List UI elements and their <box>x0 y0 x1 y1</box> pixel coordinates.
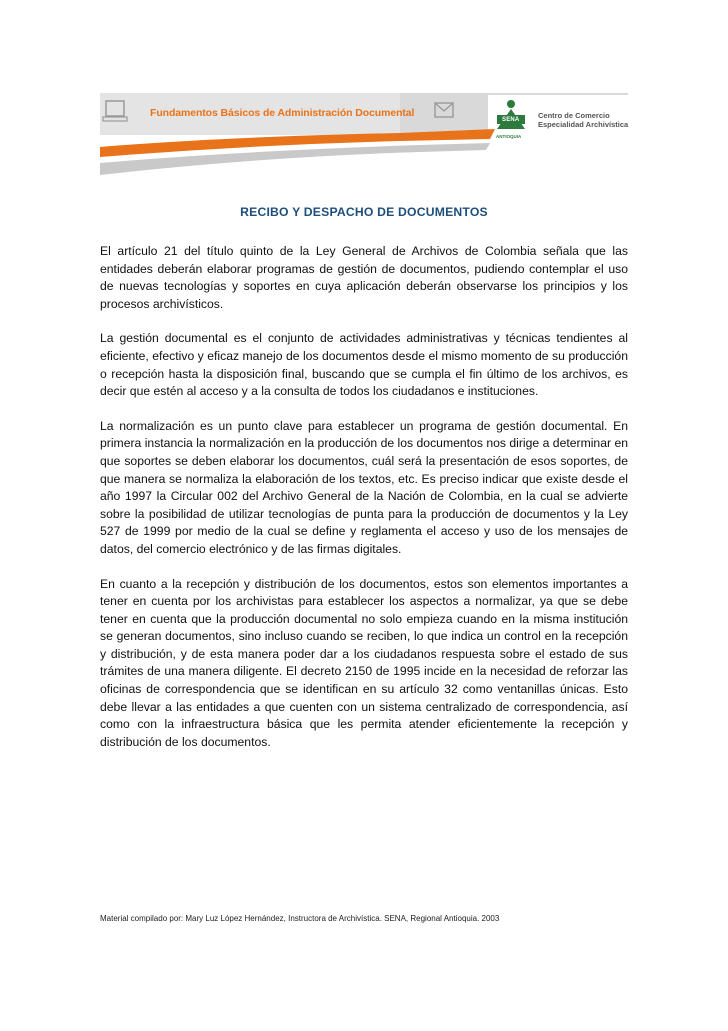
document-header-banner <box>100 93 628 181</box>
document-body <box>100 243 628 768</box>
document-title: RECIBO Y DESPACHO DE DOCUMENTOS <box>240 205 488 219</box>
paragraph: La normalización es un punto clave para establecer un programa de gestión documental. En primera instancia la normalización en la producción de los documentos nos dirige a determinar en que soportes se deben elaborar los documentos, cuál será la presentación de esos soportes, de que manera se normaliza la elaboración de los textos, etc. Es preciso indicar que existe desde el año 1997 la Circular 002 del Archivo General de la Nación de Colombia, en la cual se advierte sobre la posibilidad de utilizar tecnologías de punta para la producción de documentos y la Ley 527 de 1999 por medio de la cual se define y reglamenta el acceso y uso de los mensajes de datos, del comercio electrónico y de las firmas digitales. <box>100 418 628 556</box>
paragraph: El artículo 21 del título quinto de la Ley General de Archivos de Colombia señala que las entidades deberán elaborar programas de gestión de documentos, pudiendo contemplar el uso de nuevas tecnologías y soportes en cuya aplicación deberán observarse los principios y los procesos archivísticos. <box>100 244 628 311</box>
institution-name <box>538 111 628 129</box>
document-footer: Material compilado por: Mary Luz López Hernández, Instructora de Archivística. SENA, Regional Antioquia. 2003 <box>100 914 500 923</box>
paragraph: En cuanto a la recepción y distribución de los documentos, estos son elementos importantes a tener en cuenta por los archivistas para establecer los aspectos a normalizar, ya que se debe tener en cuenta que la producción documental no solo empieza cuando en la misma institución se generan documentos, sino incluso cuando se reciben, lo que indica un control en la recepción y distribución, y de esta manera poder dar a los ciudadanos respuesta sobre el estado de sus trámites de una manera diligente. El decreto 2150 de 1995 incide en la necesidad de reforzar las oficinas de correspondencia que se identifican en su artículo 32 como ventanillas únicas. Esto debe llevar a las entidades a que cuenten con un sistema centralizado de correspondencia, así como con la infraestructura básica que les permita atender eficientemente la recepción y distribución de los documentos. <box>100 576 628 749</box>
institution-line-2: Especialidad Archivística <box>538 120 629 129</box>
sena-logo-region: ANTIOQUIA <box>496 134 522 139</box>
banner-title: Fundamentos Básicos de Administración Documental <box>150 107 415 119</box>
paragraph: La gestión documental es el conjunto de actividades administrativas y técnicas tendientes al eficiente, efectivo y eficaz manejo de los documentos desde el mismo momento de su producción o recepción hasta la disposición final, buscando que se cumpla el fin último de los archivos, es decir que estén al acceso y a la consulta de todos los ciudadanos e instituciones. <box>100 331 628 399</box>
sena-logo-text: SENA <box>502 117 520 123</box>
institution-line-1: Centro de Comercio <box>538 111 610 120</box>
